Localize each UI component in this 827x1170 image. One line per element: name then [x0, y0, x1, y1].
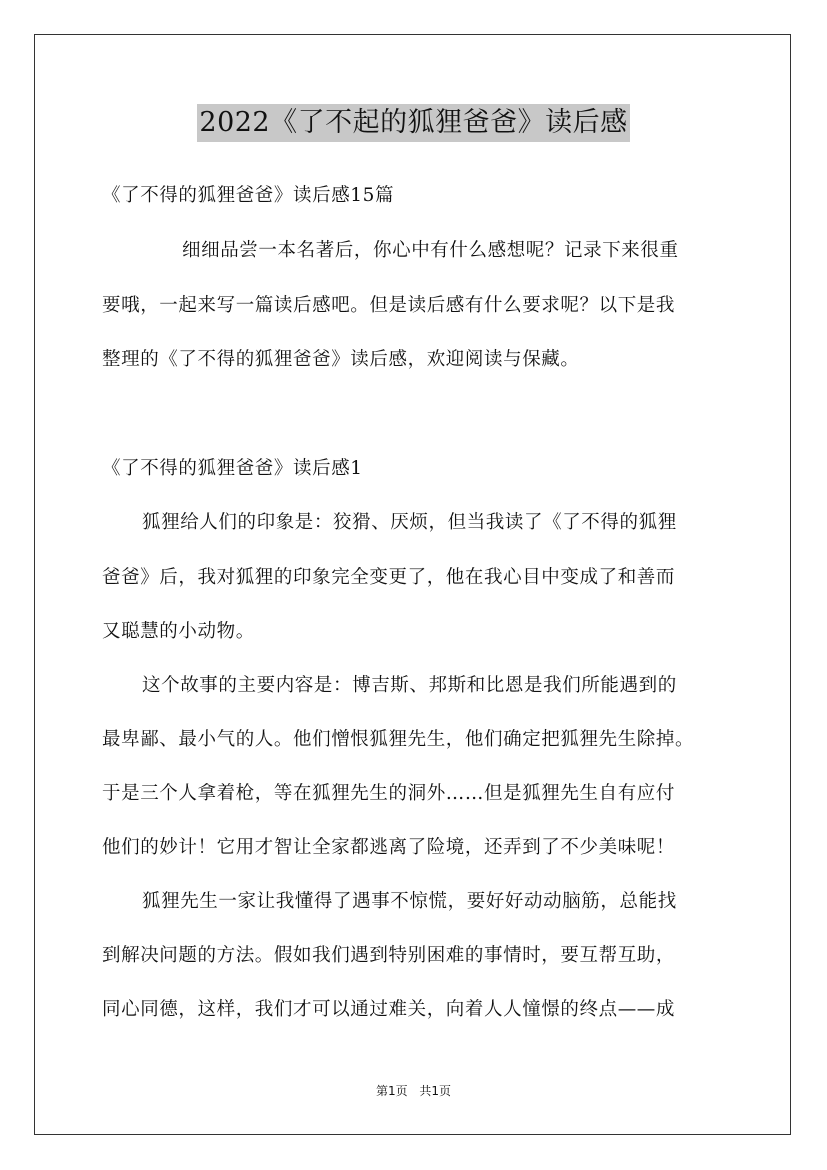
paragraph-line: 狐狸给人们的印象是：狡猾、厌烦，但当我读了《了不得的狐狸 [142, 512, 677, 533]
paragraph-line: 狐狸先生一家让我懂得了遇事不惊慌，要好好动动脑筋，总能找 [142, 891, 677, 912]
document-title: 2022《了不起的狐狸爸爸》读后感 [197, 104, 629, 142]
page-total: 共1页 [419, 1084, 452, 1098]
paragraph-line: 这个故事的主要内容是：博吉斯、邦斯和比恩是我们所能遇到的 [142, 675, 677, 696]
paragraph-line: 爸爸》后，我对狐狸的印象完全变更了，他在我心目中变成了和善而 [102, 567, 676, 588]
title-container [0, 104, 827, 142]
paragraph-line: 又聪慧的小动物。 [102, 621, 255, 642]
page-number: 第1页 [375, 1084, 408, 1098]
paragraph-line: 到解决问题的方法。假如我们遇到特别困难的事情时，要互帮互助， [102, 945, 676, 966]
intro-line: 细细品尝一本名著后，你心中有什么感想呢？记录下来很重 [182, 240, 679, 261]
section-heading: 《了不得的狐狸爸爸》读后感1 [102, 458, 363, 479]
page-footer [0, 1082, 827, 1099]
intro-line: 整理的《了不得的狐狸爸爸》读后感，欢迎阅读与保藏。 [102, 349, 580, 370]
subtitle: 《了不得的狐狸爸爸》读后感15篇 [102, 185, 395, 206]
intro-line: 要哦，一起来写一篇读后感吧。但是读后感有什么要求呢？以下是我 [102, 295, 676, 316]
paragraph-line: 同心同德，这样，我们才可以通过难关，向着人人憧憬的终点——成 [102, 999, 676, 1020]
paragraph-line: 他们的妙计！它用才智让全家都逃离了险境，还弄到了不少美味呢！ [102, 837, 676, 858]
paragraph-line: 于是三个人拿着枪，等在狐狸先生的洞外……但是狐狸先生自有应付 [102, 783, 676, 804]
paragraph-line: 最卑鄙、最小气的人。他们憎恨狐狸先生，他们确定把狐狸先生除掉。 [102, 729, 695, 750]
